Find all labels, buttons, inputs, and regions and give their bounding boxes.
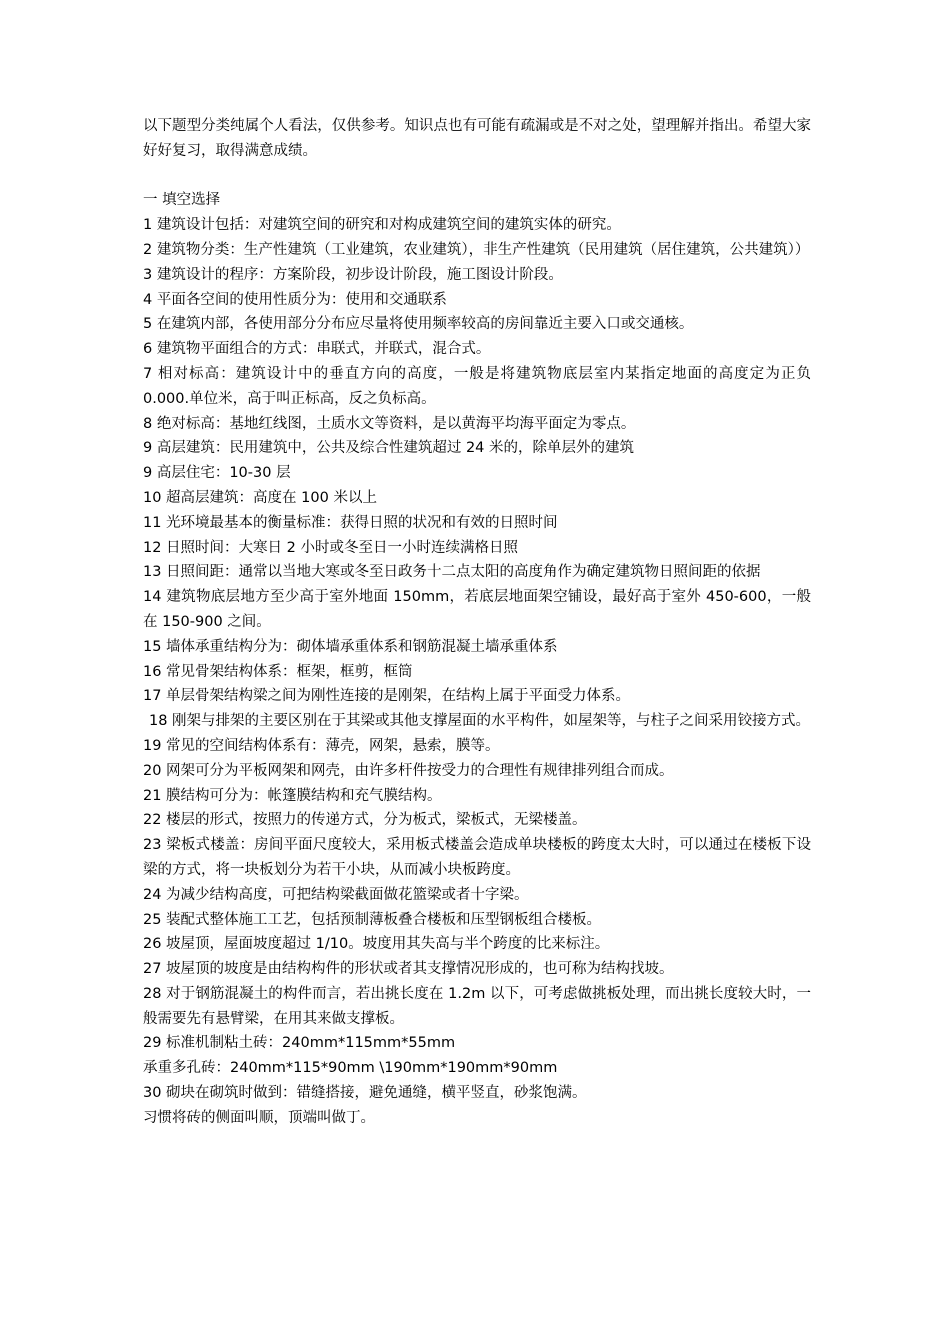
list-item: 27 坡屋顶的坡度是由结构构件的形状或者其支撑情况形成的，也可称为结构找坡。	[143, 961, 674, 978]
list-item: 3 建筑设计的程序：方案阶段，初步设计阶段，施工图设计阶段。	[143, 266, 563, 283]
list-item: 23 梁板式楼盖：房间平面尺度较大，采用板式楼盖会造成单块楼板的跨度太大时，可以通过在楼板下设梁的方式，将一块板划分为若干小块，从而减小块板跨度。	[143, 837, 811, 878]
list-item: 10 超高层建筑：高度在 100 米以上	[143, 489, 377, 506]
list-item: 12 日照时间：大寒日 2 小时或冬至日一小时连续满格日照	[143, 539, 519, 556]
list-item: 承重多孔砖：240mm*115*90mm \190mm*190mm*90mm	[143, 1060, 558, 1077]
list-item: 26 坡屋顶，屋面坡度超过 1/10。坡度用其失高与半个跨度的比来标注。	[143, 936, 610, 953]
list-item: 16 常见骨架结构体系：框架，框剪，框筒	[143, 663, 413, 680]
list-item: 习惯将砖的侧面叫顺，顶端叫做丁。	[143, 1109, 375, 1126]
document-page	[143, 114, 811, 1131]
list-item: 22 楼层的形式，按照力的传递方式，分为板式，梁板式，无梁楼盖。	[143, 812, 587, 829]
list-item: 20 网架可分为平板网架和网壳，由许多杆件按受力的合理性有规律排列组合而成。	[143, 762, 674, 779]
list-item: 9 高层建筑：民用建筑中，公共及综合性建筑超过 24 米的，除单层外的建筑	[143, 440, 635, 457]
list-item: 29 标准机制粘土砖：240mm*115mm*55mm	[143, 1035, 456, 1052]
list-item: 13 日照间距：通常以当地大寒或冬至日政务十二点太阳的高度角作为确定建筑物日照间距的依据	[143, 564, 761, 581]
list-item: 7 相对标高：建筑设计中的垂直方向的高度，一般是将建筑物底层室内某指定地面的高度定为正负 0.000.单位米，高于叫正标高，反之负标高。	[143, 365, 811, 407]
list-item: 6 建筑物平面组合的方式：串联式，并联式，混合式。	[143, 341, 491, 358]
list-item: 2 建筑物分类：生产性建筑（工业建筑，农业建筑），非生产性建筑（民用建筑（居住建筑，公共建筑））	[143, 241, 810, 258]
list-item: 11 光环境最基本的衡量标准：获得日照的状况和有效的日照时间	[143, 514, 558, 531]
list-item: 8 绝对标高：基地红线图，土质水文等资料，是以黄海平均海平面定为零点。	[143, 415, 636, 432]
list-item: 5 在建筑内部，各使用部分分布应尽量将使用频率较高的房间靠近主要入口或交通核。	[143, 316, 694, 333]
list-item: 14 建筑物底层地方至少高于室外地面 150mm，若底层地面架空铺设，最好高于室外 450-600，一般在 150-900 之间。	[143, 589, 811, 630]
list-item: 24 为减少结构高度，可把结构梁截面做花篮梁或者十字梁。	[143, 886, 529, 903]
list-item: 4 平面各空间的使用性质分为：使用和交通联系	[143, 291, 447, 308]
list-item: 9 高层住宅：10-30 层	[143, 465, 291, 482]
list-item: 18 刚架与排架的主要区别在于其梁或其他支撑屋面的水平构件，如屋架等，与柱子之间采用铰接方式。	[149, 713, 811, 730]
list-item: 15 墙体承重结构分为：砌体墙承重体系和钢筋混凝土墙承重体系	[143, 638, 558, 655]
list-item: 25 装配式整体施工工艺，包括预制薄板叠合楼板和压型钢板组合楼板。	[143, 911, 602, 928]
list-item: 28 对于钢筋混凝土的构件而言，若出挑长度在 1.2m 以下，可考虑做挑板处理，而出挑长度较大时，一般需要先有悬臂梁，在用其来做支撑板。	[143, 985, 811, 1027]
list-item: 19 常见的空间结构体系有：薄壳，网架，悬索，膜等。	[143, 737, 500, 754]
list-item: 1 建筑设计包括：对建筑空间的研究和对构成建筑空间的建筑实体的研究。	[143, 217, 621, 234]
list-item: 21 膜结构可分为：帐篷膜结构和充气膜结构。	[143, 787, 442, 804]
section-title: 一 填空选择	[143, 192, 221, 209]
list-item: 30 砌块在砌筑时做到：错缝搭接，避免通缝，横平竖直，砂浆饱满。	[143, 1085, 587, 1102]
list-item: 17 单层骨架结构梁之间为刚性连接的是刚架，在结构上属于平面受力体系。	[143, 688, 631, 705]
intro-paragraph: 以下题型分类纯属个人看法，仅供参考。知识点也有可能有疏漏或是不对之处，望理解并指出。希望大家好好复习，取得满意成绩。	[143, 118, 811, 159]
blank-line	[143, 164, 811, 189]
